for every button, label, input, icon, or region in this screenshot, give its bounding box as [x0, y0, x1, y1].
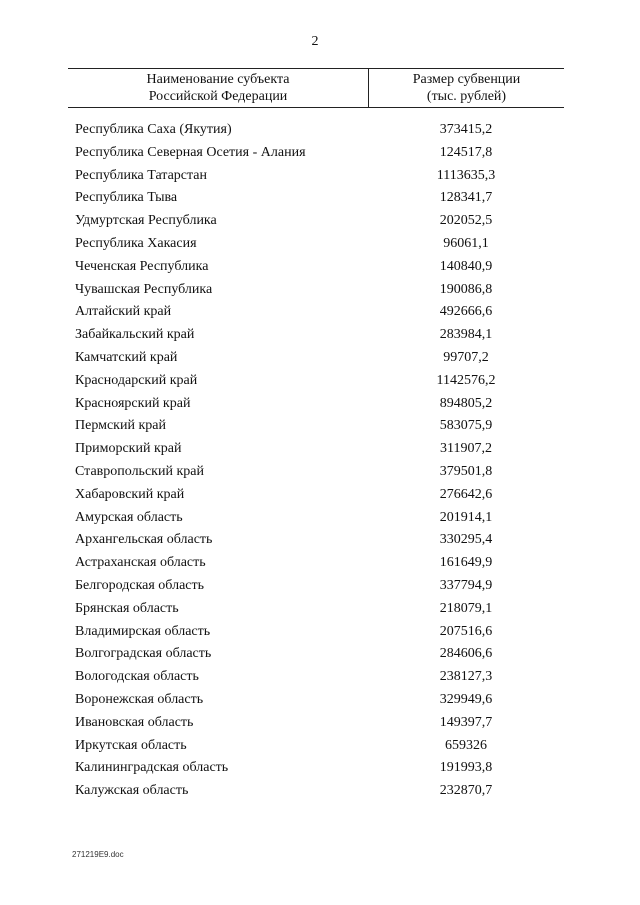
header-subject-name-line1: Наименование субъекта: [146, 72, 290, 87]
subject-name: Республика Северная Осетия - Алания: [75, 144, 306, 160]
subvention-amount: 337794,9: [439, 577, 493, 593]
subject-name: Астраханская область: [75, 555, 206, 571]
table-row: [0, 780, 640, 803]
subject-name: Республика Татарстан: [75, 167, 208, 183]
table-row: [0, 735, 640, 758]
table-header: [68, 68, 564, 108]
subject-name: Республика Хакасия: [75, 235, 197, 251]
subject-name: Волгоградская область: [75, 646, 212, 662]
header-subject-name-line2: Российской Федерации: [148, 89, 288, 104]
subvention-amount: 330295,4: [439, 532, 493, 548]
table-row: [0, 621, 640, 644]
subject-name: Республика Саха (Якутия): [75, 122, 232, 137]
subvention-amount: 238127,3: [439, 669, 493, 685]
subject-name: Красноярский край: [75, 395, 191, 411]
subvention-amount: 283984,1: [439, 327, 493, 343]
subvention-amount: 276642,6: [439, 486, 493, 502]
subvention-amount: 329949,6: [439, 691, 493, 707]
table-row: [0, 119, 640, 142]
subject-name: Калининградская область: [75, 760, 229, 776]
header-subvention-amount: [368, 69, 564, 107]
subvention-amount: 96061,1: [443, 235, 489, 251]
subvention-amount: 201914,1: [439, 509, 493, 525]
table-row: [0, 575, 640, 598]
table-row: [0, 210, 640, 233]
subvention-amount: 659326: [445, 737, 487, 753]
subject-name: Владимирская область: [75, 623, 211, 639]
table-row: [0, 529, 640, 552]
subvention-amount: 311907,2: [440, 441, 492, 457]
subvention-amount: 284606,6: [439, 646, 493, 662]
table-row: [0, 712, 640, 735]
subvention-amount: 232870,7: [439, 783, 493, 799]
subject-name: Калужская область: [75, 783, 189, 799]
table-row: [0, 552, 640, 575]
subvention-amount: 373415,2: [439, 122, 493, 137]
header-subvention-amount-line1: Размер субвенции: [412, 72, 521, 87]
subject-name: Хабаровский край: [75, 486, 185, 502]
subvention-amount: 583075,9: [439, 418, 493, 434]
table-row: [0, 256, 640, 279]
table-row: [0, 643, 640, 666]
subvention-amount: 1113635,3: [436, 167, 496, 183]
subvention-amount: 191993,8: [439, 760, 493, 776]
subject-name: Забайкальский край: [75, 327, 195, 343]
table-row: [0, 347, 640, 370]
subvention-amount: 207516,6: [439, 623, 493, 639]
header-subject-name: [68, 69, 368, 107]
table-row: [0, 415, 640, 438]
document-id: 271219E9.doc: [72, 850, 124, 859]
table-row: [0, 666, 640, 689]
subvention-amount: 99707,2: [443, 349, 489, 365]
table-row: [0, 689, 640, 712]
subvention-amount: 894805,2: [439, 395, 493, 411]
subvention-amount: 140840,9: [439, 258, 493, 274]
table-row: [0, 324, 640, 347]
subject-name: Брянская область: [75, 600, 179, 616]
subject-name: Чувашская Республика: [75, 281, 213, 297]
table-row: [0, 301, 640, 324]
subject-name: Ивановская область: [75, 714, 194, 730]
table-row: [0, 507, 640, 530]
subject-name: Воронежская область: [75, 691, 204, 707]
table-row: [0, 233, 640, 256]
subvention-amount: 218079,1: [439, 600, 493, 616]
subvention-amount: 149397,7: [439, 714, 493, 730]
table-row: [0, 142, 640, 165]
subvention-amount: 128341,7: [439, 190, 493, 206]
subvention-amount: 379501,8: [439, 463, 493, 479]
table-row: [0, 484, 640, 507]
subject-name: Республика Тыва: [75, 190, 178, 206]
table-row: [0, 279, 640, 302]
subvention-amount: 124517,8: [439, 144, 493, 160]
subject-name: Приморский край: [75, 441, 182, 457]
table-row: [0, 370, 640, 393]
subject-name: Пермский край: [75, 418, 166, 434]
subject-name: Удмуртская Республика: [75, 213, 217, 229]
subvention-amount: 161649,9: [439, 555, 493, 571]
subject-name: Камчатский край: [75, 349, 178, 365]
subject-name: Белгородская область: [75, 577, 205, 593]
subvention-amount: 202052,5: [439, 213, 493, 229]
table-row: [0, 598, 640, 621]
table-row: [0, 165, 640, 188]
table-row: [0, 757, 640, 780]
subject-name: Вологодская область: [75, 669, 199, 685]
subject-name: Ставропольский край: [75, 463, 204, 479]
subject-name: Архангельская область: [75, 532, 213, 548]
table-row: [0, 187, 640, 210]
subject-name: Краснодарский край: [75, 372, 198, 388]
subject-name: Амурская область: [75, 509, 183, 525]
table-body: [0, 119, 640, 803]
subvention-amount: 190086,8: [439, 281, 493, 297]
subvention-amount: 492666,6: [439, 304, 493, 320]
table-row: [0, 461, 640, 484]
subject-name: Чеченская Республика: [75, 258, 209, 274]
subvention-amount: 1142576,2: [436, 372, 496, 388]
page-number: 2: [311, 34, 319, 49]
subject-name: Алтайский край: [75, 304, 172, 320]
table-row: [0, 393, 640, 416]
header-subvention-amount-line2: (тыс. рублей): [426, 89, 507, 104]
table-row: [0, 438, 640, 461]
subject-name: Иркутская область: [75, 737, 187, 753]
